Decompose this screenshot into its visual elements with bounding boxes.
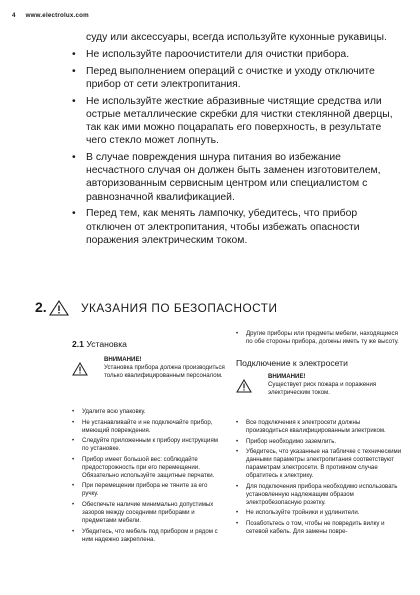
warning-text-box: [104, 356, 232, 380]
top-text-block: [72, 31, 402, 247]
warning-triangle-icon: [49, 300, 69, 316]
list-item: • Перед выполнением операций с очистке и уходу отключите прибор от сети электропитания.: [72, 65, 402, 91]
list-item: • Удалите всю упаковку.: [72, 408, 224, 416]
list-item: • Не используйте пароочистители для очистки прибора.: [72, 48, 402, 61]
installation-list: [72, 408, 224, 544]
top-bullet-list: [72, 48, 402, 247]
subsection-number: 2.1: [72, 339, 84, 349]
section-heading: [35, 298, 405, 318]
list-item: • При перемещении прибора не тяните за его ручку.: [72, 482, 224, 498]
warning-text: Существует риск пожара и поражения электрическим током.: [268, 381, 377, 396]
warning-text-box: [268, 373, 400, 397]
list-item: • Не используйте жесткие абразивные чистящие средства или острые металлические скребки для чистки стеклянной дверцы, так как ими можно поцарапать его поверхность, в результате чего стекло может лопнуть.: [72, 95, 402, 148]
list-item: • Прибор необходимо заземлить.: [236, 438, 402, 446]
electrical-list: [236, 419, 402, 536]
warning-triangle-icon: [72, 362, 88, 376]
page-header: [12, 12, 89, 19]
list-item: • Не используйте тройники и удлинители.: [236, 509, 402, 517]
continuation-text: суду или аксессуары, всегда используйте кухонные рукавицы.: [86, 32, 387, 43]
list-item: • Позаботьтесь о том, чтобы не повредить вилку и сетевой кабель. Для замены повре-: [236, 520, 402, 536]
list-item: • Другие приборы или предметы мебели, находящиеся по обе стороны прибора, должны иметь ту же высоту.: [236, 330, 402, 346]
site-url[interactable]: www.electrolux.com: [25, 12, 89, 19]
list-item: • Перед тем, как менять лампочку, убедитесь, что прибор отключен от электропитания, чтобы избежать опасности поражения электрическим током.: [72, 207, 402, 247]
list-item: • Обеспечьте наличие минимально допустимых зазоров между соседними приборами и предметами мебели.: [72, 501, 224, 525]
list-item: • Следуйте приложенным к прибору инструкциям по установке.: [72, 437, 224, 453]
right-column: [236, 330, 402, 539]
page-number: 4: [12, 12, 16, 19]
warning-text: Установка прибора должна производиться только квалифицированным персоналом.: [104, 364, 225, 379]
left-column: [72, 340, 224, 546]
list-item: • Убедитесь, что мебель под прибором и рядом с ним надежно закреплена.: [72, 528, 224, 544]
warning-block: [236, 373, 402, 413]
list-item: • Убедитесь, что указанные на табличке с техническими данными параметры электропитания соответствуют параметрам электросети. В противном случае обратитесь к электрику.: [236, 448, 402, 480]
installation-list-continued: [236, 330, 402, 346]
subsection-heading-installation: [72, 340, 224, 348]
warning-title: ВНИМАНИЕ!: [268, 373, 306, 380]
list-item: • Прибор имеет большой вес: соблюдайте предосторожность при его перемещении. Обязательно используйте защитные перчатки.: [72, 456, 224, 480]
list-item: • Не устанавливайте и не подключайте прибор, имеющий повреждения.: [72, 419, 224, 435]
list-item: • Для подключения прибора необходимо использовать установленную надлежащим образом электробезопасную розетку.: [236, 483, 402, 507]
warning-triangle-icon: [236, 379, 252, 393]
list-item: • Все подключения к электросети должны производиться квалифицированным электриком.: [236, 419, 402, 435]
subsection-title: Установка: [86, 339, 127, 349]
subsection-heading-electrical: Подключение к электросети: [236, 358, 348, 368]
list-item: • В случае повреждения шнура питания во избежание несчастного случая он должен быть заменен изготовителем, авторизованным сервисным центром или специалистом с равнозначной квалификацией.: [72, 151, 402, 204]
section-title: УКАЗАНИЯ ПО БЕЗОПАСНОСТИ: [81, 301, 278, 315]
warning-title: ВНИМАНИЕ!: [104, 356, 142, 363]
section-number: 2.: [35, 299, 47, 315]
warning-block: [72, 356, 224, 402]
